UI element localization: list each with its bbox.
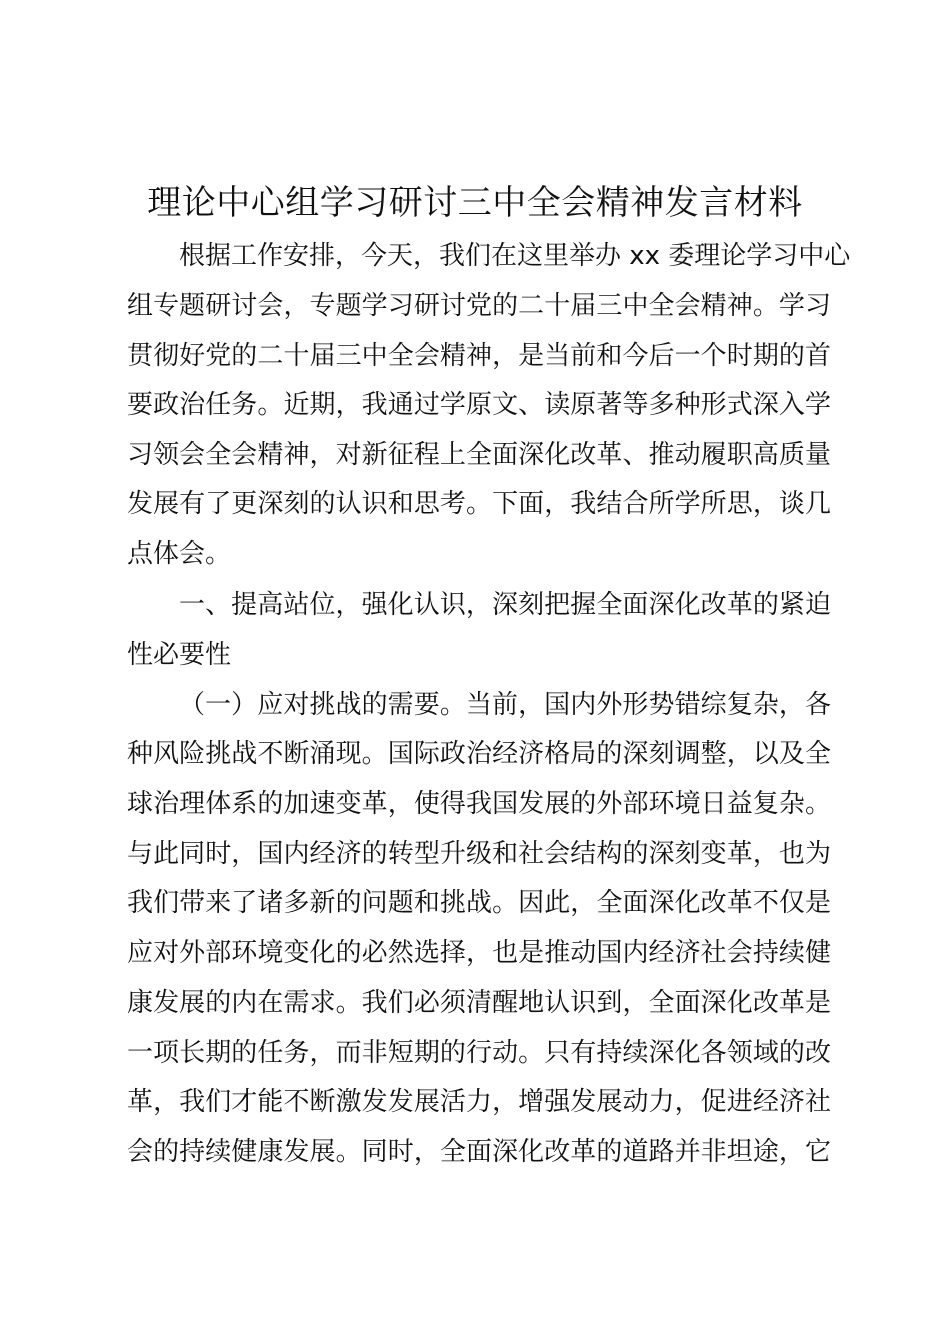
section-heading-line: 性必要性 [127,640,232,670]
section-heading-line: 一、提高站位，强化认识，深刻把握全面深化改革的紧迫 [179,590,831,620]
paragraph-line: 发展有了更深刻的认识和思考。下面，我结合所学所思，谈几 [127,489,831,519]
paragraph-line: 习领会全会精神，对新征程上全面深化改革、推动履职高质量 [127,440,831,470]
paragraph-line: 会的持续健康发展。同时，全面深化改革的道路并非坦途，它 [127,1137,831,1167]
paragraph-line: 康发展的内在需求。我们必须清醒地认识到，全面深化改革是 [127,988,831,1018]
paragraph-line: 球治理体系的加速变革，使得我国发展的外部环境日益复杂。 [127,789,831,819]
document-title: 理论中心组学习研讨三中全会精神发言材料 [147,183,803,223]
paragraph-line: 与此同时，国内经济的转型升级和社会结构的深刻变革，也为 [127,839,831,869]
paragraph-line: 点体会。 [127,539,232,569]
paragraph-line: 革，我们才能不断激发发展活力，增强发展动力，促进经济社 [127,1087,831,1117]
paragraph-line: 组专题研讨会，专题学习研讨党的二十届三中全会精神。学习 [127,291,831,321]
paragraph-line: 要政治任务。近期，我通过学原文、读原著等多种形式深入学 [127,390,831,420]
paragraph-line: 贯彻好党的二十届三中全会精神，是当前和今后一个时期的首 [127,341,831,371]
paragraph-line: 根据工作安排，今天，我们在这里举办 xx 委理论学习中心 [179,241,851,271]
paragraph-line: 种风险挑战不断涌现。国际政治经济格局的深刻调整，以及全 [127,739,831,769]
paragraph-line: 应对外部环境变化的必然选择，也是推动国内经济社会持续健 [127,938,831,968]
paragraph-line: 我们带来了诸多新的问题和挑战。因此，全面深化改革不仅是 [127,888,831,918]
paragraph-line: 一项长期的任务，而非短期的行动。只有持续深化各领域的改 [127,1038,831,1068]
paragraph-line: （一）应对挑战的需要。当前，国内外形势错综复杂，各 [179,690,831,720]
